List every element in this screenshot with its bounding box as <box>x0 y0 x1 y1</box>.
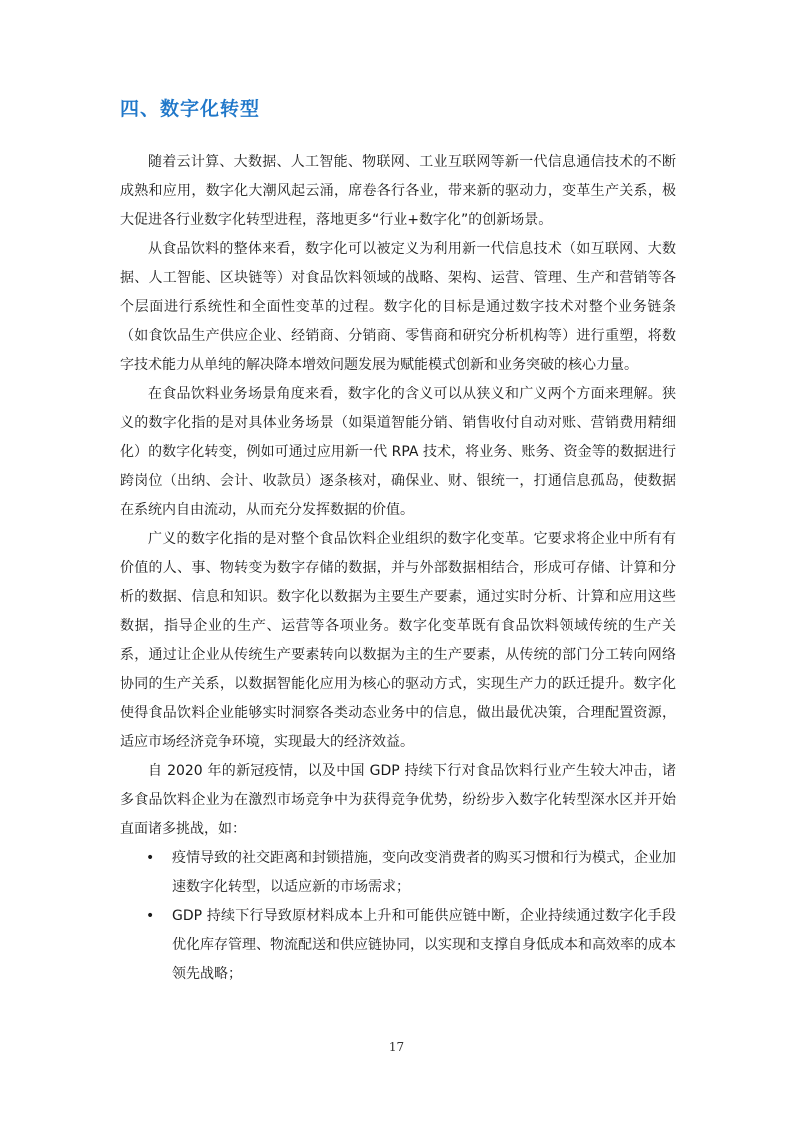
section-title: 四、数字化转型 <box>120 98 261 120</box>
list-item-text: GDP 持续下行导致原材料成本上升和可能供应链中断，企业持续通过数字化手段优化库存管理、物流配送和供应链协同，以实现和支撑自身低成本和高效率的成本领先战略； <box>172 908 676 982</box>
list-item-text: 疫情导致的社交距离和封锁措施，变向改变消费者的购买习惯和行为模式，企业加速数字化转型，以适应新的市场需求； <box>172 850 676 895</box>
bullet-icon: • <box>146 850 155 866</box>
paragraph-broad-sense: 广义的数字化指的是对整个食品饮料企业组织的数字化变革。它要求将企业中所有有价值的人、事、物转变为数字存储的数据，并与外部数据相结合，形成可存储、计算和分析的数据、信息和知识。数字化以数据为主要生产要素，通过实时分析、计算和应用这些数据，指导企业的生产、运营等各项业务。数字化变革既有食品饮料领域传统的生产关系，通过让企业从传统生产要素转向以数据为主的生产要素，从传统的部门分工转向网络协同的生产关系，以数据智能化应用为核心的驱动方式，实现生产力的跃迁提升。数字化使得食品饮料企业能够实时洞察各类动态业务中的信息，做出最优决策，合理配置资源，适应市场经济竞争环境，实现最大的经济效益。 <box>120 531 676 750</box>
paragraph-intro: 随着云计算、大数据、人工智能、物联网、工业互联网等新一代信息通信技术的不断成熟和应用，数字化大潮风起云涌，席卷各行各业，带来新的驱动力，变革生产关系，极大促进各行业数字化转型进程，落地更多“行业+数字化”的创新场景。 <box>120 154 676 228</box>
paragraph-narrow-sense: 在食品饮料业务场景角度来看，数字化的含义可以从狭义和广义两个方面来理解。狭义的数字化指的是对具体业务场景（如渠道智能分销、销售收付自动对账、营销费用精细化）的数字化转变，例如可通过应用新一代 RPA 技术，将业务、账务、资金等的数据进行跨岗位（出纳、会计、收款员）逐条核对，确保业、财、银统一，打通信息孤岛，使数据在系统内自由流动，从而充分发挥数据的价值。 <box>120 386 676 518</box>
list-item <box>120 902 676 989</box>
page-body <box>120 94 676 989</box>
list-item <box>120 844 676 902</box>
paragraph-definition: 从食品饮料的整体来看，数字化可以被定义为利用新一代信息技术（如互联网、大数据、人工智能、区块链等）对食品饮料领域的战略、架构、运营、管理、生产和营销等各个层面进行系统性和全面性变革的过程。数字化的目标是通过数字技术对整个业务链条（如食饮品生产供应企业、经销商、分销商、零售商和研究分析机构等）进行重塑，将数字技术能力从单纯的解决降本增效问题发展为赋能模式创新和业务突破的核心力量。 <box>120 241 676 373</box>
challenge-list <box>120 844 676 989</box>
paragraph-challenges: 自 2020 年的新冠疫情，以及中国 GDP 持续下行对食品饮料行业产生较大冲击，诸多食品饮料企业为在激烈市场竞争中为获得竞争优势，纷纷步入数字化转型深水区并开始直面诸多挑战，如： <box>120 763 676 837</box>
page-number: 17 <box>388 1040 405 1054</box>
bullet-icon: • <box>146 908 155 924</box>
